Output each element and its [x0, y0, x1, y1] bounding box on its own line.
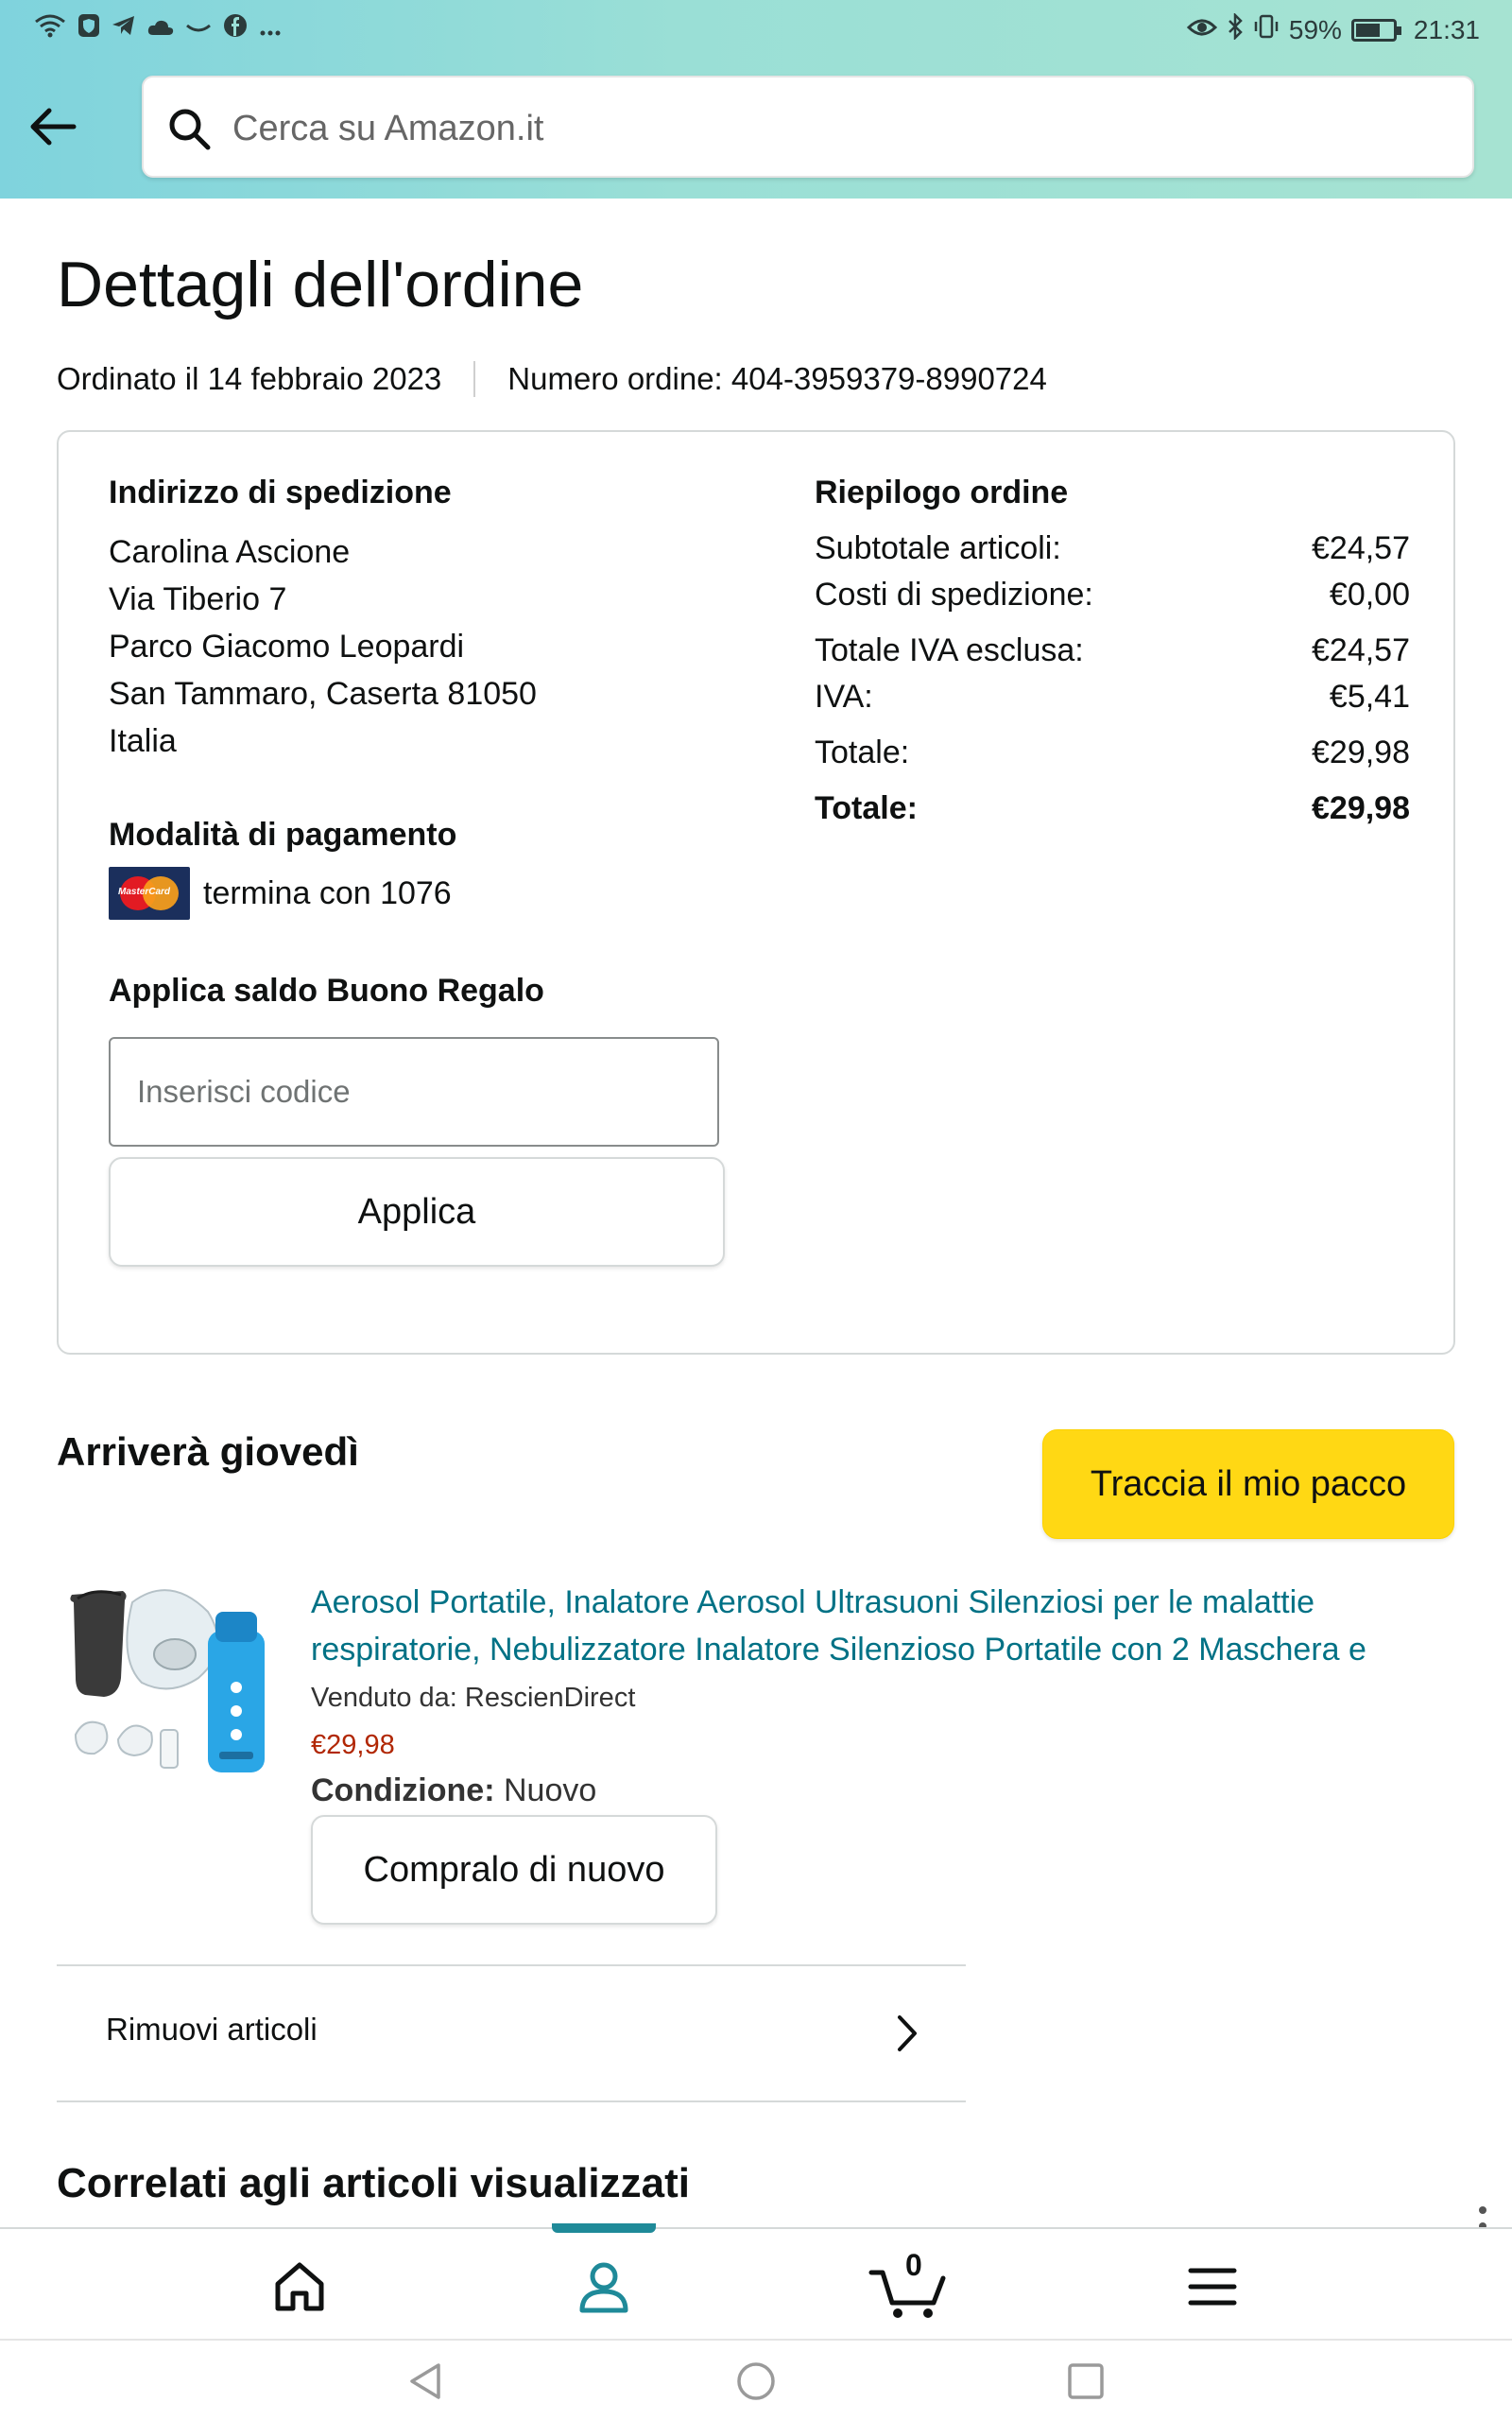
summary-value: €24,57 [1312, 632, 1410, 668]
condition-label: Condizione: [311, 1772, 495, 1808]
divider [57, 2100, 966, 2102]
mastercard-logo-icon: MasterCard [109, 867, 190, 920]
summary-row [815, 632, 1410, 669]
page-title: Dettagli dell'ordine [57, 249, 584, 320]
track-package-button[interactable]: Traccia il mio pacco [1042, 1429, 1454, 1539]
account-icon[interactable] [571, 2254, 637, 2320]
vibrate-icon [1253, 13, 1280, 46]
summary-heading: Riepilogo ordine [815, 475, 1069, 510]
system-home-icon[interactable] [734, 2360, 778, 2403]
summary-label: Subtotale articoli: [815, 530, 1061, 566]
summary-total-value: €29,98 [1312, 790, 1410, 826]
order-meta [57, 361, 1047, 397]
active-tab-indicator [552, 2223, 656, 2233]
summary-label: Costi di spedizione: [815, 577, 1093, 613]
gift-heading: Applica saldo Buono Regalo [109, 973, 544, 1009]
product-title-line[interactable]: Aerosol Portatile, Inalatore Aerosol Ultrasuoni Silenziosi per le malattie [311, 1584, 1315, 1620]
eye-comfort-icon [1187, 15, 1217, 45]
summary-value: €0,00 [1329, 577, 1410, 613]
order-number: Numero ordine: 404-3959379-8990724 [507, 361, 1047, 396]
order-date: Ordinato il 14 febbraio 2023 [57, 361, 442, 396]
summary-label: Totale: [815, 735, 910, 770]
product-price: €29,98 [311, 1730, 395, 1760]
address-line: Via Tiberio 7 [109, 581, 287, 617]
product-seller: Venduto da: RescienDirect [311, 1683, 636, 1713]
bottom-nav [0, 2227, 1512, 2339]
order-info-card [57, 430, 1455, 1355]
product-title-link[interactable] [311, 1579, 1483, 1673]
status-bar [0, 0, 1512, 57]
address-line: San Tammaro, Caserta 81050 [109, 676, 537, 712]
amazon-smile-icon [185, 14, 212, 43]
order-summary [815, 475, 1410, 827]
home-icon[interactable] [266, 2254, 333, 2320]
summary-label: Totale IVA esclusa: [815, 632, 1084, 668]
telegram-icon [112, 14, 136, 43]
condition-value: Nuovo [503, 1772, 597, 1808]
system-recents-icon[interactable] [1064, 2360, 1108, 2403]
summary-value: €24,57 [1312, 530, 1410, 566]
address-line: Parco Giacomo Leopardi [109, 629, 465, 665]
more-notifications-icon [259, 14, 282, 43]
battery-icon [1351, 19, 1397, 42]
status-system [1187, 13, 1480, 46]
summary-total-row [815, 790, 1410, 827]
address-line: Carolina Ascione [109, 534, 351, 570]
app-header [0, 0, 1512, 199]
battery-percent: 59% [1288, 14, 1342, 44]
chevron-right-icon [888, 2010, 926, 2057]
shield-app-icon [77, 13, 100, 43]
payment-method [109, 817, 456, 920]
summary-label: IVA: [815, 679, 873, 715]
delivery-heading: Arriverà giovedì [57, 1429, 359, 1474]
status-notifications [34, 13, 282, 43]
wifi-icon [34, 13, 66, 43]
payment-heading: Modalità di pagamento [109, 817, 457, 853]
remove-items-label: Rimuovi articoli [106, 2012, 318, 2047]
gift-code-input[interactable] [109, 1037, 719, 1147]
meta-divider [473, 361, 475, 397]
address-line: Italia [109, 723, 177, 759]
product-image[interactable] [66, 1574, 284, 1791]
summary-value: €29,98 [1312, 735, 1410, 770]
system-nav-bar [0, 2339, 1512, 2420]
address-lines [109, 528, 537, 765]
shipping-address [109, 475, 537, 765]
summary-row [815, 577, 1410, 614]
apply-button[interactable]: Applica [109, 1157, 725, 1267]
shipping-heading: Indirizzo di spedizione [109, 475, 452, 510]
related-heading: Correlati agli articoli visualizzati [57, 2160, 690, 2206]
cart-tab[interactable] [868, 2248, 953, 2320]
summary-total-label: Totale: [815, 790, 918, 826]
clock: 21:31 [1413, 14, 1480, 44]
summary-row [815, 735, 1410, 771]
payment-card-row [109, 867, 456, 920]
bluetooth-icon [1227, 13, 1244, 46]
buy-again-button[interactable]: Compralo di nuovo [311, 1815, 717, 1925]
search-input[interactable] [232, 98, 1442, 159]
product-title-line[interactable]: respiratorie, Nebulizzatore Inalatore Silenzioso Portatile con 2 Maschera e [311, 1632, 1366, 1668]
system-back-icon[interactable] [404, 2360, 448, 2403]
product-condition [311, 1772, 596, 1809]
cloud-icon [147, 14, 174, 43]
facebook-icon [223, 13, 248, 43]
back-arrow-icon[interactable] [25, 98, 81, 155]
summary-row [815, 530, 1410, 567]
remove-items-row[interactable] [57, 1966, 966, 2100]
card-ending: termina con 1076 [203, 874, 452, 911]
cart-count: 0 [905, 2248, 922, 2282]
summary-row [815, 679, 1410, 716]
menu-icon[interactable] [1179, 2254, 1246, 2320]
summary-value: €5,41 [1329, 679, 1410, 715]
search-bar[interactable] [142, 76, 1474, 178]
search-icon[interactable] [166, 106, 212, 151]
